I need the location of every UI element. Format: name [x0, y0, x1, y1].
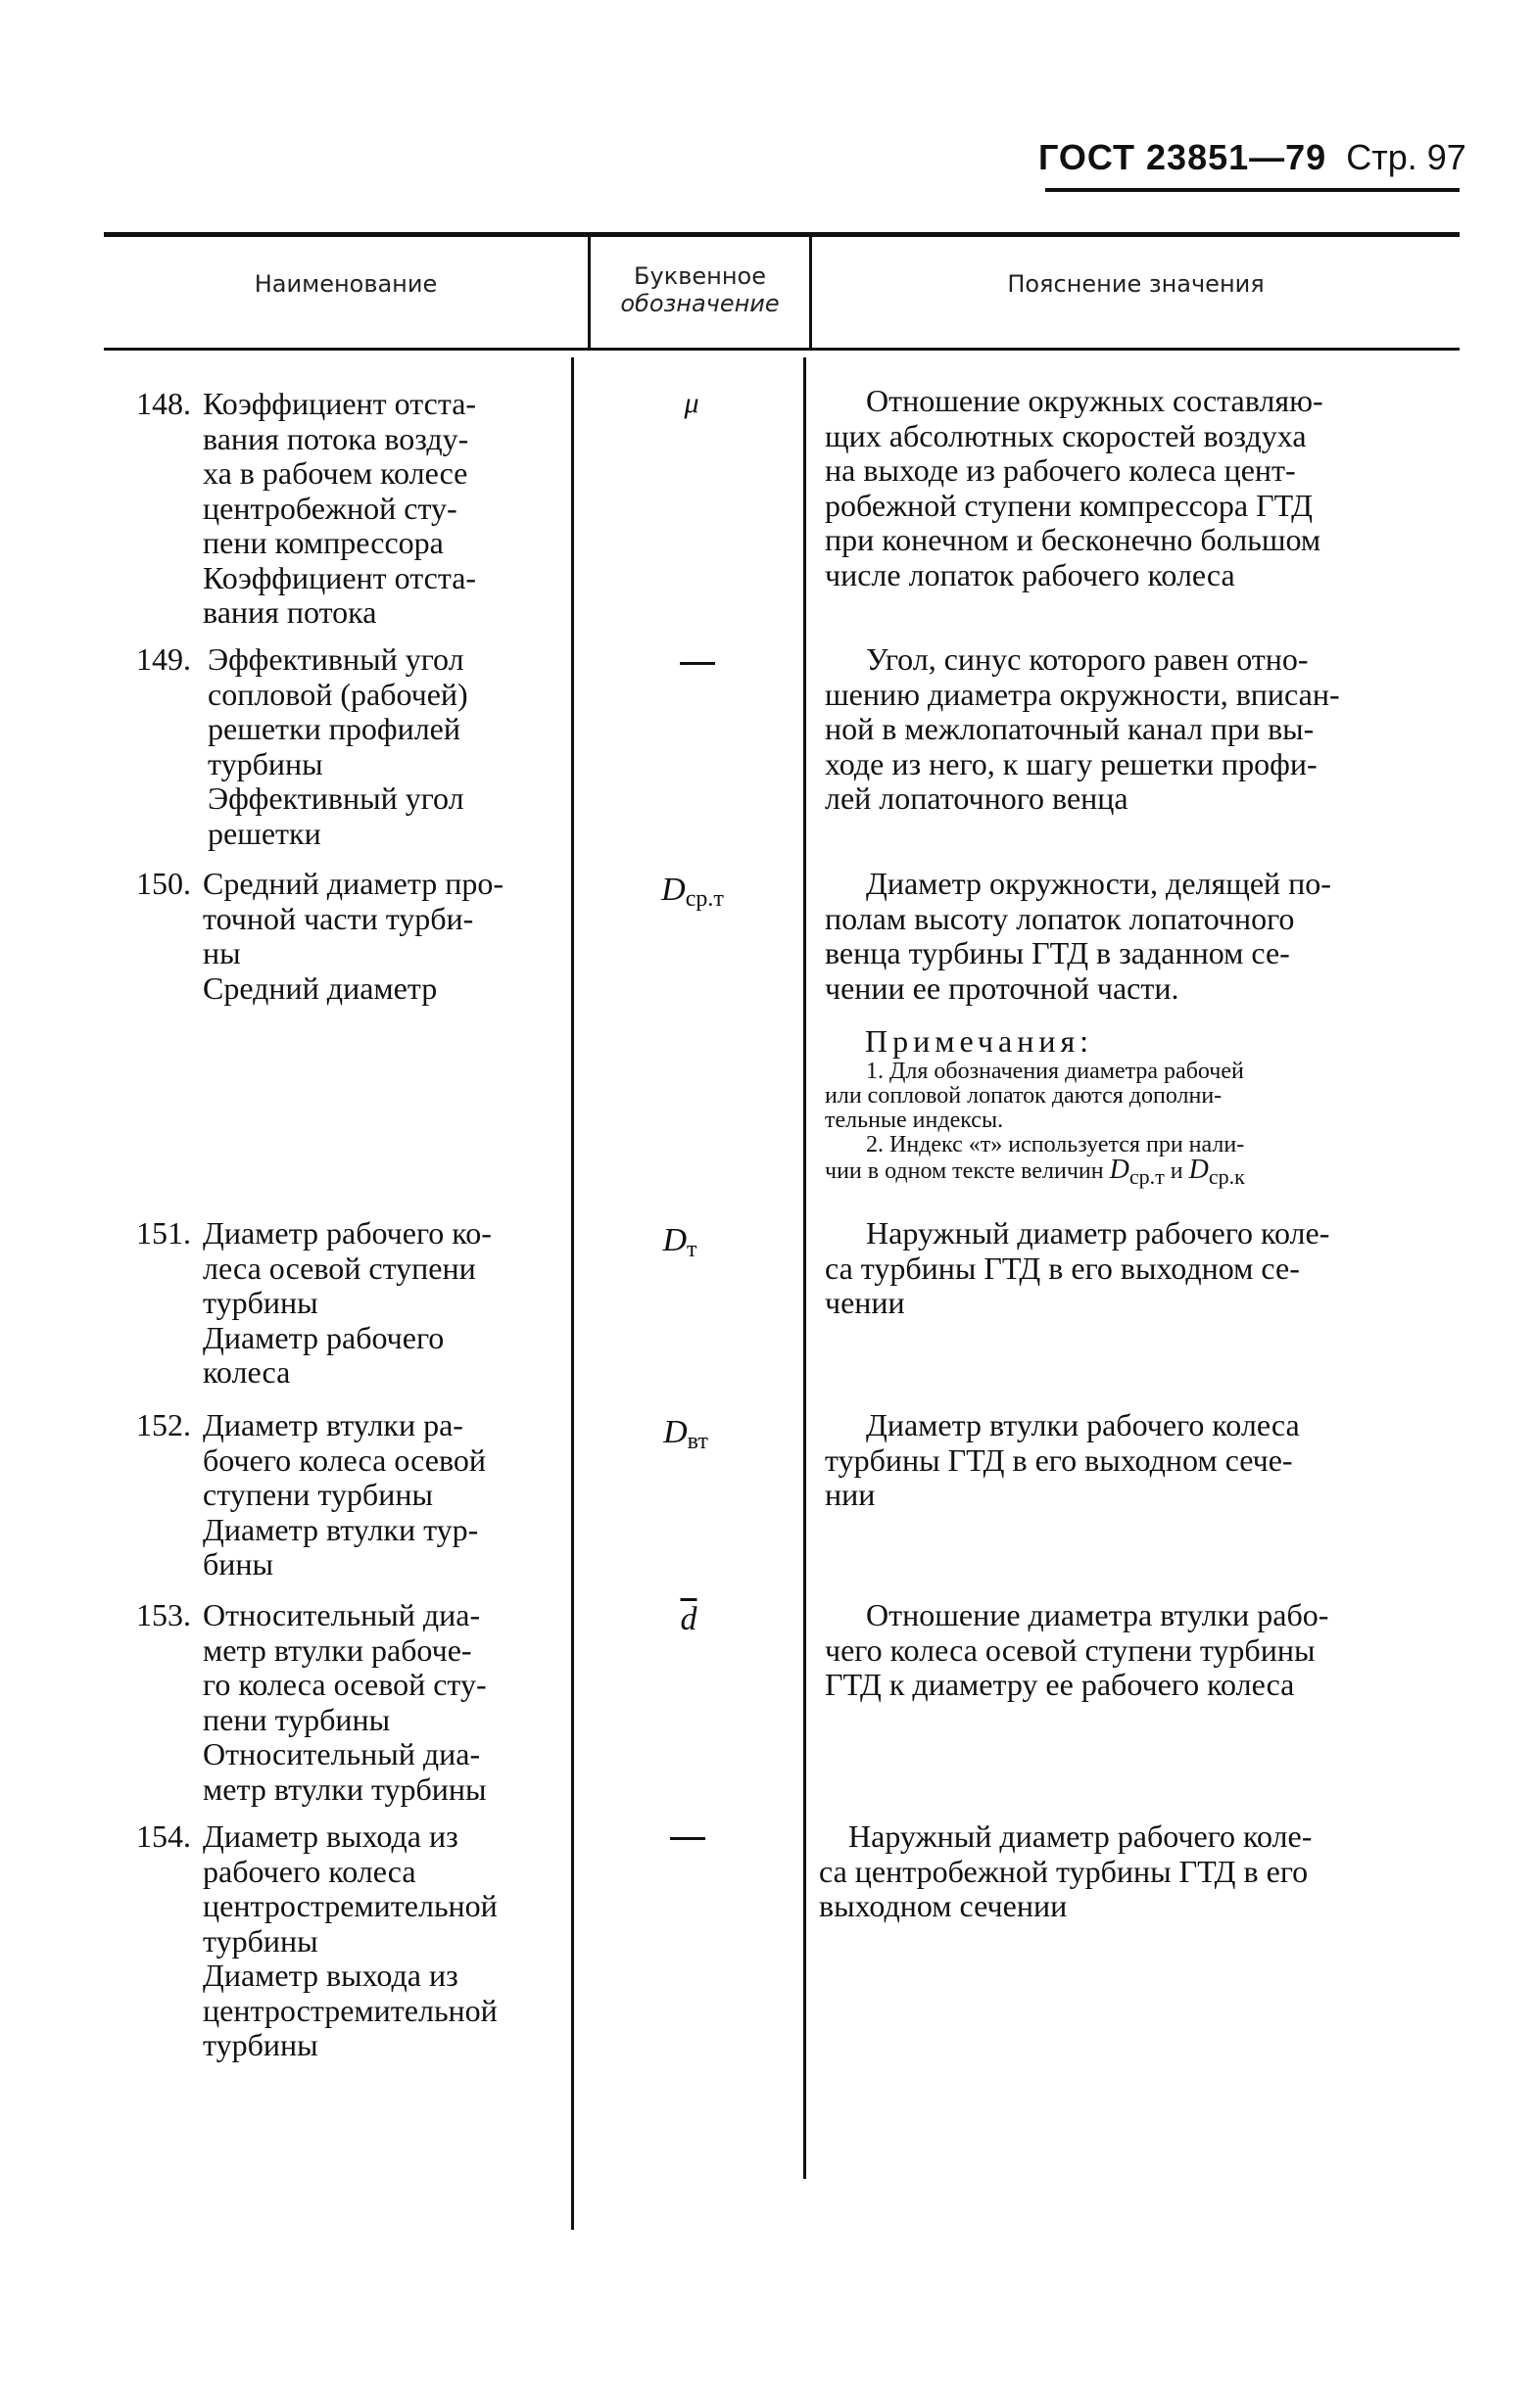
row-number: 151.	[136, 1215, 191, 1251]
explanation-line: Отношение диаметра втулки рабо-	[866, 1597, 1329, 1632]
term-line: пени турбины	[203, 1701, 391, 1737]
explanation-line: нии	[825, 1477, 876, 1512]
page-header	[1038, 137, 1466, 178]
explanation	[825, 1598, 1328, 1703]
symbol-d-t	[572, 1222, 788, 1263]
term-line: пени компрессора	[203, 525, 444, 560]
explanation-line: Наружный диаметр рабочего коле-	[848, 1818, 1313, 1854]
note-line: или сопловой лопаток даются дополни-	[825, 1083, 1223, 1109]
table-header-rule	[104, 348, 1460, 351]
explanation-line: числе лопаток рабочего колеса	[825, 556, 1235, 592]
symbol-d-vt	[578, 1414, 793, 1455]
symbol-subscript: вт	[687, 1429, 708, 1454]
explanation-line: выходном сечении	[819, 1888, 1068, 1923]
term-line: метр втулки рабоче-	[203, 1631, 472, 1668]
term-line: ны	[203, 935, 241, 970]
term-line: решетки профилей	[208, 711, 460, 746]
note-line-with-symbols	[825, 1157, 1245, 1189]
term-line: ха в рабочем колесе	[203, 455, 468, 491]
term-line: колеса	[203, 1354, 291, 1390]
term-line: вания потока	[203, 594, 377, 630]
standard-number: ГОСТ 23851—79	[1038, 137, 1327, 177]
term-line: бочего колеса осевой	[203, 1441, 486, 1478]
note-symbol: D	[1188, 1155, 1209, 1185]
explanation-line: Угол, синус которого равен отно-	[866, 641, 1309, 677]
column-header-name: Наименование	[254, 270, 438, 298]
term-line: метр втулки турбины	[203, 1771, 487, 1807]
term-name	[203, 867, 504, 1006]
note-line: 2. Индекс «т» используется при нали-	[866, 1132, 1245, 1157]
term-name	[203, 1819, 498, 2063]
row-number: 148.	[136, 386, 191, 421]
term-name	[208, 642, 468, 851]
explanation-line: робежной ступени компрессора ГТД	[825, 487, 1313, 523]
term-line: леса осевой ступени	[203, 1250, 476, 1286]
explanation-line: чении	[825, 1285, 905, 1320]
explanation-line: шению диаметра окружности, вписан-	[825, 676, 1340, 712]
notes-body	[825, 1060, 1245, 1189]
symbol-letter: D	[663, 1414, 688, 1450]
symbol-subscript: ср.т	[685, 886, 724, 912]
term-name	[203, 387, 476, 631]
term-name	[203, 1216, 492, 1391]
term-line: Эффективный угол	[208, 641, 464, 677]
explanation	[819, 1819, 1312, 1924]
column-divider-left	[571, 357, 574, 2230]
term-line: Диаметр выхода из	[203, 1818, 458, 1854]
term-line: Относительный диа-	[203, 1736, 481, 1771]
explanation-line: на выходе из рабочего колеса цент-	[825, 452, 1296, 488]
note-text: чии в одном тексте величин	[825, 1158, 1104, 1184]
explanation-line: турбины ГТД в его выходном сече-	[825, 1441, 1293, 1478]
symbol-dcp-t	[585, 872, 800, 913]
symbol-subscript: т	[687, 1237, 697, 1262]
explanation-line: Диаметр окружности, делящей по-	[866, 866, 1331, 901]
explanation	[825, 1408, 1300, 1513]
row-number: 150.	[136, 866, 191, 901]
explanation	[825, 1216, 1329, 1321]
symbol-none-dash	[680, 662, 715, 665]
term-line: Коэффициент отста-	[203, 386, 477, 421]
term-line: центростремительной	[203, 1888, 498, 1923]
note-conjunction: и	[1170, 1158, 1183, 1184]
term-line: Средний диаметр	[203, 969, 438, 1006]
explanation	[825, 384, 1323, 592]
column-header-explanation: Пояснение значения	[1007, 270, 1265, 298]
term-line: бины	[203, 1546, 274, 1582]
page-number: Стр. 97	[1346, 137, 1466, 177]
term-line: рабочего колеса	[203, 1853, 416, 1889]
explanation-line: чего колеса осевой ступени турбины	[825, 1631, 1316, 1668]
column-divider-right	[803, 357, 806, 2179]
term-line: сопловой (рабочей)	[208, 676, 468, 712]
table-top-rule	[104, 232, 1460, 237]
explanation	[825, 642, 1340, 817]
note-symbol: D	[1109, 1155, 1129, 1185]
explanation-line: са турбины ГТД в его выходном се-	[825, 1250, 1300, 1286]
explanation-line: ГТД к диаметру ее рабочего колеса	[825, 1667, 1295, 1702]
note-symbol-subscript: ср.к	[1208, 1163, 1245, 1189]
term-line: го колеса осевой сту-	[203, 1667, 487, 1702]
explanation-line: Отношение окружных составляю-	[866, 383, 1323, 418]
term-line: Эффективный угол	[208, 780, 464, 816]
symbol-mu: μ	[684, 387, 699, 419]
symbol-letter: D	[661, 872, 686, 908]
term-line: Относительный диа-	[203, 1597, 481, 1632]
explanation-line: Диаметр втулки рабочего колеса	[866, 1407, 1300, 1442]
term-line: турбины	[203, 2027, 318, 2062]
term-line: ступени турбины	[203, 1477, 433, 1512]
explanation-line: Наружный диаметр рабочего коле-	[866, 1215, 1330, 1251]
term-line: вания потока возду-	[203, 420, 469, 456]
term-line: Диаметр рабочего ко-	[203, 1215, 492, 1251]
explanation-line: щих абсолютных скоростей воздуха	[825, 417, 1307, 453]
term-line: решетки	[208, 815, 321, 851]
term-line: Диаметр втулки тур-	[203, 1511, 479, 1547]
explanation-line: са центробежной турбины ГТД в его	[819, 1853, 1309, 1889]
note-symbol-subscript: ср.т	[1128, 1163, 1165, 1189]
term-line: турбины	[203, 1922, 318, 1959]
column-header-symbol-italic: обозначение	[620, 290, 780, 317]
row-number: 152.	[136, 1407, 191, 1442]
row-number: 154.	[136, 1818, 191, 1854]
explanation-line: лей лопаточного венца	[825, 780, 1128, 816]
explanation-line: ходе из него, к шагу решетки профи-	[825, 745, 1318, 781]
note-line: 1. Для обозначения диаметра рабочей	[866, 1059, 1244, 1084]
explanation-line: венца турбины ГТД в заданном се-	[825, 935, 1290, 970]
column-header-symbol	[591, 262, 809, 317]
term-name	[203, 1598, 487, 1807]
row-number: 149.	[136, 641, 191, 677]
symbol-letter: D	[662, 1222, 688, 1258]
symbol-letter: $\overline{d}$	[680, 1601, 697, 1637]
explanation-line: чении ее проточной части.	[825, 969, 1179, 1006]
term-line: Диаметр втулки ра-	[203, 1407, 463, 1442]
symbol-none-dash	[670, 1837, 705, 1840]
term-line: центробежной сту-	[203, 490, 457, 526]
explanation-line: ной в межлопаточный канал при вы-	[825, 711, 1315, 746]
notes-title: Примечания:	[865, 1023, 1094, 1059]
header-rule	[1045, 188, 1460, 192]
row-number: 153.	[136, 1597, 191, 1632]
explanation	[825, 867, 1331, 1006]
term-name	[203, 1408, 486, 1582]
term-line: центростремительной	[203, 1992, 498, 2028]
term-line: Диаметр рабочего	[203, 1319, 445, 1355]
term-line: Диаметр выхода из	[203, 1958, 458, 1993]
note-line: тельные индексы.	[825, 1108, 1004, 1133]
column-header-symbol-line1: Буквенное	[634, 262, 766, 290]
term-line: точной части турби-	[203, 900, 474, 936]
term-line: турбины	[203, 1285, 318, 1320]
column-header-symbol-line2	[591, 290, 809, 317]
term-line: Средний диаметр про-	[203, 866, 504, 901]
explanation-line: полам высоту лопаток лопаточного	[825, 900, 1295, 936]
term-line: Коэффициент отста-	[203, 559, 477, 595]
term-line: турбины	[208, 745, 323, 781]
explanation-line: при конечном и бесконечно большом	[825, 522, 1321, 557]
symbol-d-bar	[581, 1601, 796, 1638]
